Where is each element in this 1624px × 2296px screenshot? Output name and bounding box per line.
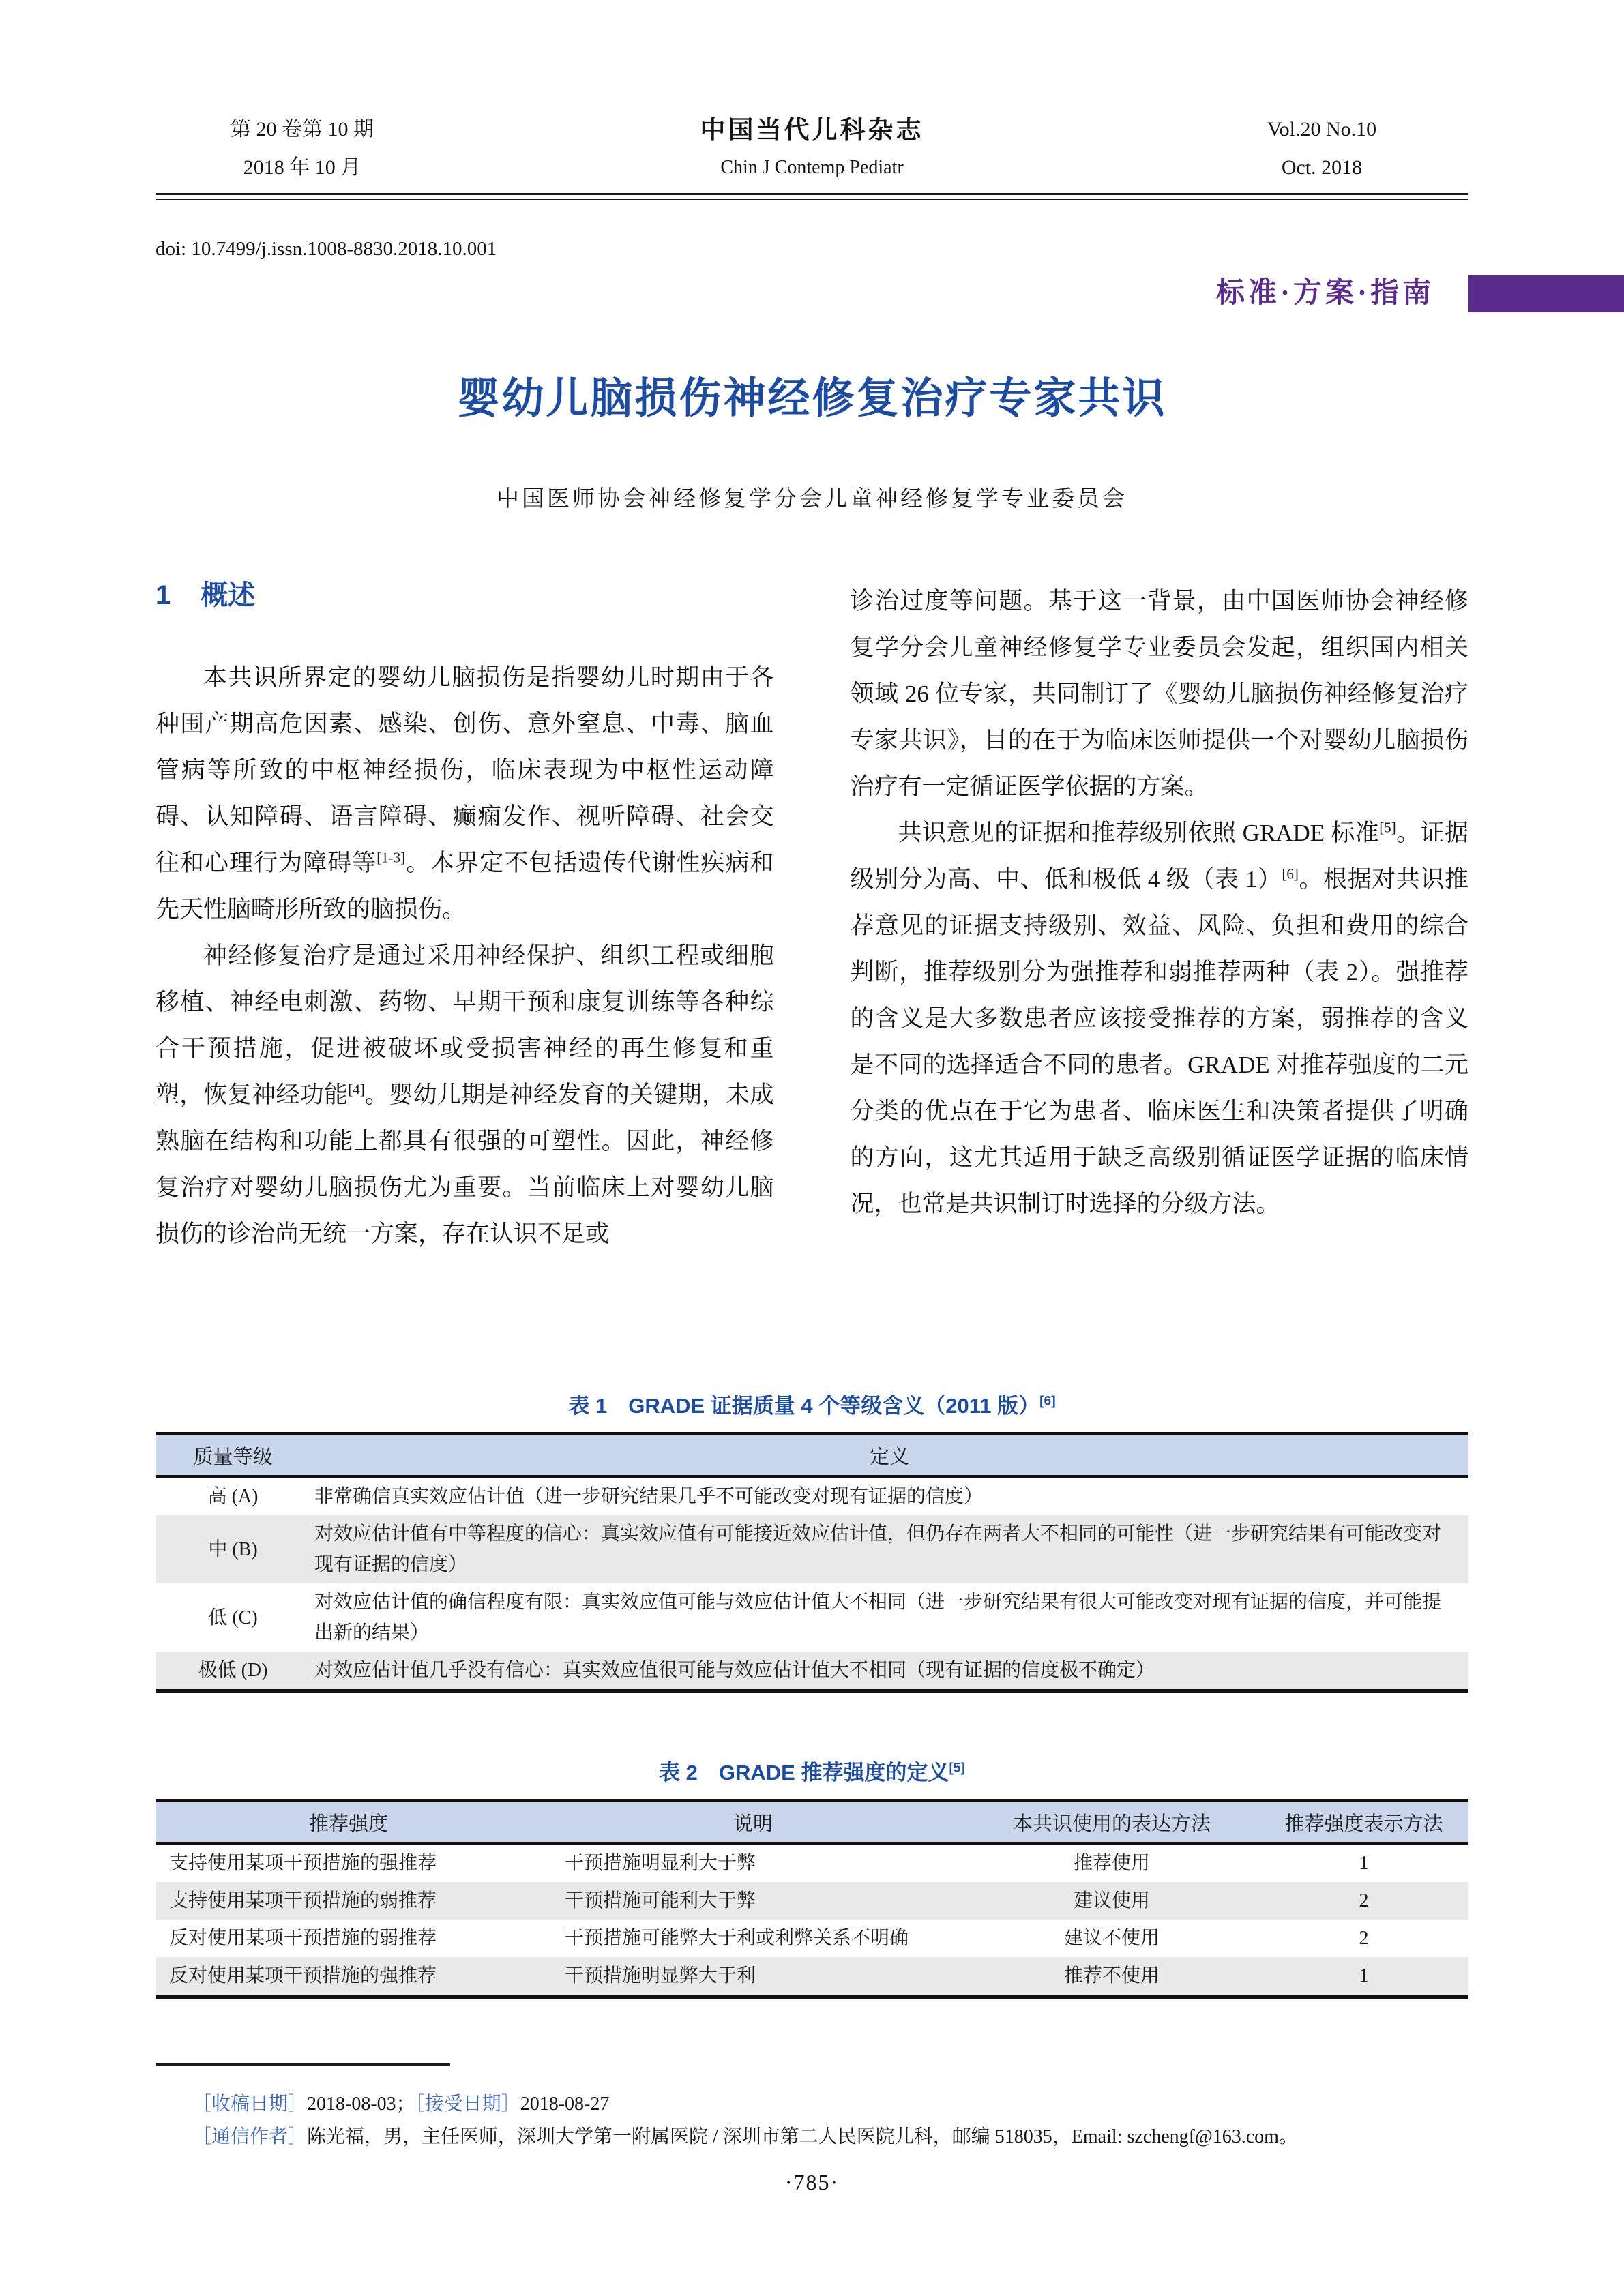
journal-name-en: Chin J Contemp Pediatr bbox=[720, 157, 904, 178]
table1-r4-grade: 极低 (D) bbox=[156, 1652, 310, 1691]
header-divider bbox=[156, 193, 1468, 200]
left-column bbox=[156, 578, 774, 1407]
table2-r3-expression: 建议不使用 bbox=[1063, 1928, 1160, 1949]
table1-header-row bbox=[156, 1434, 1468, 1477]
category-row bbox=[0, 274, 1624, 314]
body-paragraph-4: 共识意见的证据和推荐级别依照 GRADE 标准[5]。证据级别分为高、中、低和极低 4 级（表 1）[6]。根据对共识推荐意见的证据支持级别、效益、风险、负担和费用的综合判断，推荐级别分为强推荐和弱推荐两种（表 2）。强推荐的含义是大多数患者应该接受推荐的方案，弱推荐的含义是不同的选择适合不同的患者。GRADE 对推荐强度的二元分类的优点在于它为患者、临床医生和决策者提供了明确的方向，这尤其适用于缺乏高级别循证医学证据的临床情况，也常是共识制订时选择的分级方法。 bbox=[850, 819, 1468, 1217]
table-row bbox=[156, 1882, 1468, 1920]
section-label: 概述 bbox=[201, 580, 256, 610]
table2-r2-explanation: 干预措施可能利大于弊 bbox=[542, 1882, 964, 1920]
accepted-date-label: ［接受日期］ bbox=[415, 2093, 520, 2115]
table-row bbox=[156, 1515, 1468, 1583]
category-color-block bbox=[1468, 275, 1624, 312]
table2-header-strength: 推荐强度 bbox=[156, 1801, 542, 1844]
table-row bbox=[156, 1920, 1468, 1957]
table1-r3-definition: 对效应估计值的确信程度有限：真实效应值可能与效应估计值大不相同（进一步研究结果有很大可能改变对现有证据的信度，并可能提出新的结果） bbox=[314, 1592, 1442, 1643]
issue-date-cn: 2018 年 10 月 bbox=[243, 156, 361, 179]
corresponding-author-label: ［通信作者］ bbox=[192, 2126, 308, 2147]
category-banner: 标准·方案·指南 bbox=[1215, 278, 1434, 309]
table1-r1-definition: 非常确信真实效应估计值（进一步研究结果几乎不可能改变对现有证据的信度） bbox=[314, 1486, 984, 1507]
table-row bbox=[156, 1476, 1468, 1515]
table1-r3-grade: 低 (C) bbox=[208, 1607, 258, 1628]
table-row bbox=[156, 1583, 1468, 1652]
section-heading bbox=[156, 578, 774, 612]
section-number: 1 bbox=[156, 580, 171, 610]
table2-r3-notation: 2 bbox=[1359, 1928, 1369, 1949]
page-number: ·785· bbox=[784, 2170, 840, 2194]
table2-r4-expression: 推荐不使用 bbox=[964, 1957, 1259, 1997]
table-row bbox=[156, 1652, 1468, 1691]
volume-issue-en: Vol.20 No.10 bbox=[1267, 118, 1377, 140]
body-paragraph-3: 诊治过度等问题。基于这一背景，由中国医师协会神经修复学分会儿童神经修复学专业委员会发起，组织国内相关领域 26 位专家，共同制订了《婴幼儿脑损伤神经修复治疗专家共识》，目的在于为临床医师提供一个对婴幼儿脑损伤治疗有一定循证医学依据的方案。 bbox=[850, 588, 1468, 800]
table2-header-explanation: 说明 bbox=[542, 1801, 964, 1844]
footnote-divider bbox=[156, 2063, 450, 2066]
journal-header bbox=[156, 116, 1468, 181]
table2-r2-expression: 建议使用 bbox=[964, 1882, 1259, 1920]
table2-r1-expression: 推荐使用 bbox=[1073, 1853, 1150, 1874]
article-title: 婴幼儿脑损伤神经修复治疗专家共识 bbox=[457, 376, 1167, 422]
footnote-dates bbox=[192, 2088, 1468, 2121]
right-column bbox=[851, 578, 1469, 1407]
doi: doi: 10.7499/j.issn.1008-8830.2018.10.001 bbox=[156, 238, 497, 260]
volume-issue: 第 20 卷第 10 期 bbox=[231, 118, 374, 140]
received-date-label: ［收稿日期］ bbox=[192, 2093, 308, 2115]
header-center bbox=[449, 116, 1175, 180]
accepted-date-value: 2018-08-27 bbox=[520, 2093, 610, 2115]
footnote-corresponding-author bbox=[192, 2121, 1468, 2153]
footnote bbox=[192, 2088, 1468, 2153]
table2-r4-notation: 1 bbox=[1259, 1957, 1468, 1997]
table2-r4-strength: 反对使用某项干预措施的强推荐 bbox=[156, 1957, 542, 1997]
table-row bbox=[156, 1843, 1468, 1882]
table2-r4-explanation: 干预措施明显弊大于利 bbox=[542, 1957, 964, 1997]
table1-header-definition: 定义 bbox=[310, 1434, 1468, 1477]
table-row bbox=[156, 1957, 1468, 1997]
table2-r2-strength: 支持使用某项干预措施的弱推荐 bbox=[156, 1882, 542, 1920]
table2-caption-text: 表 2 GRADE 推荐强度的定义 bbox=[659, 1761, 949, 1785]
table1-r4-definition: 对效应估计值几乎没有信心：真实效应值很可能与效应估计值大不相同（现有证据的信度极不确定） bbox=[310, 1652, 1468, 1691]
table2-r3-explanation: 干预措施可能弊大于利或利弊关系不明确 bbox=[565, 1928, 909, 1949]
body-columns bbox=[156, 578, 1468, 1407]
table1-header-grade: 质量等级 bbox=[156, 1434, 310, 1477]
body-paragraph-2: 神经修复治疗是通过采用神经保护、组织工程或细胞移植、神经电刺激、药物、早期干预和康复训练等各种综合干预措施，促进被破坏或受损害神经的再生修复和重塑，恢复神经功能[4]。婴幼儿期是神经发育的关键期，未成熟脑在结构和功能上都具有很强的可塑性。因此，神经修复治疗对婴幼儿脑损伤尤为重要。当前临床上对婴幼儿脑损伤的诊治尚无统一方案，存在认识不足或 bbox=[156, 942, 774, 1247]
table2-header-expression: 本共识使用的表达方法 bbox=[964, 1801, 1259, 1844]
table1-r2-definition: 对效应估计值有中等程度的信心：真实效应值有可能接近效应估计值，但仍存在两者大不相同的可能性（进一步研究结果有可能改变对现有证据的信度） bbox=[310, 1515, 1468, 1583]
table2-header-row bbox=[156, 1801, 1468, 1844]
table1-r2-grade: 中 (B) bbox=[156, 1515, 310, 1583]
header-left bbox=[156, 116, 449, 181]
table2-r2-notation: 2 bbox=[1259, 1882, 1468, 1920]
table2-caption bbox=[0, 1759, 1624, 1787]
table2-header-notation: 推荐强度表示方法 bbox=[1259, 1801, 1468, 1844]
table1-caption-text: 表 1 GRADE 证据质量 4 个等级含义（2011 版） bbox=[568, 1394, 1040, 1418]
received-date-value: 2018-08-03； bbox=[307, 2093, 415, 2115]
table2 bbox=[156, 1799, 1468, 1999]
table2-r1-notation: 1 bbox=[1359, 1853, 1369, 1874]
corresponding-author-value: 陈光福，男，主任医师，深圳大学第一附属医院 / 深圳市第二人民医院儿科，邮编 518035，Email: szchengf@163.com。 bbox=[307, 2126, 1298, 2147]
table1-caption bbox=[0, 1392, 1624, 1420]
journal-name-cn: 中国当代儿科杂志 bbox=[700, 117, 924, 145]
table2-r3-strength: 反对使用某项干预措施的弱推荐 bbox=[169, 1928, 437, 1949]
table2-r1-strength: 支持使用某项干预措施的强推荐 bbox=[169, 1853, 437, 1874]
header-right bbox=[1175, 116, 1468, 181]
article-author: 中国医师协会神经修复学分会儿童神经修复学专业委员会 bbox=[497, 487, 1127, 511]
table1 bbox=[156, 1432, 1468, 1693]
table1-r1-grade: 高 (A) bbox=[207, 1486, 259, 1507]
table2-r1-explanation: 干预措施明显利大于弊 bbox=[565, 1853, 756, 1874]
issue-date-en: Oct. 2018 bbox=[1281, 156, 1363, 179]
body-paragraph-1: 本共识所界定的婴幼儿脑损伤是指婴幼儿时期由于各种围产期高危因素、感染、创伤、意外窒息、中毒、脑血管病等所致的中枢神经损伤，临床表现为中枢性运动障碍、认知障碍、语言障碍、癫痫发作、视听障碍、社会交往和心理行为障碍等[1-3]。本界定不包括遗传代谢性疾病和先天性脑畸形所致的脑损伤。 bbox=[156, 664, 774, 923]
table1-caption-ref: [6] bbox=[1039, 1394, 1056, 1409]
table2-caption-ref: [5] bbox=[949, 1761, 965, 1776]
